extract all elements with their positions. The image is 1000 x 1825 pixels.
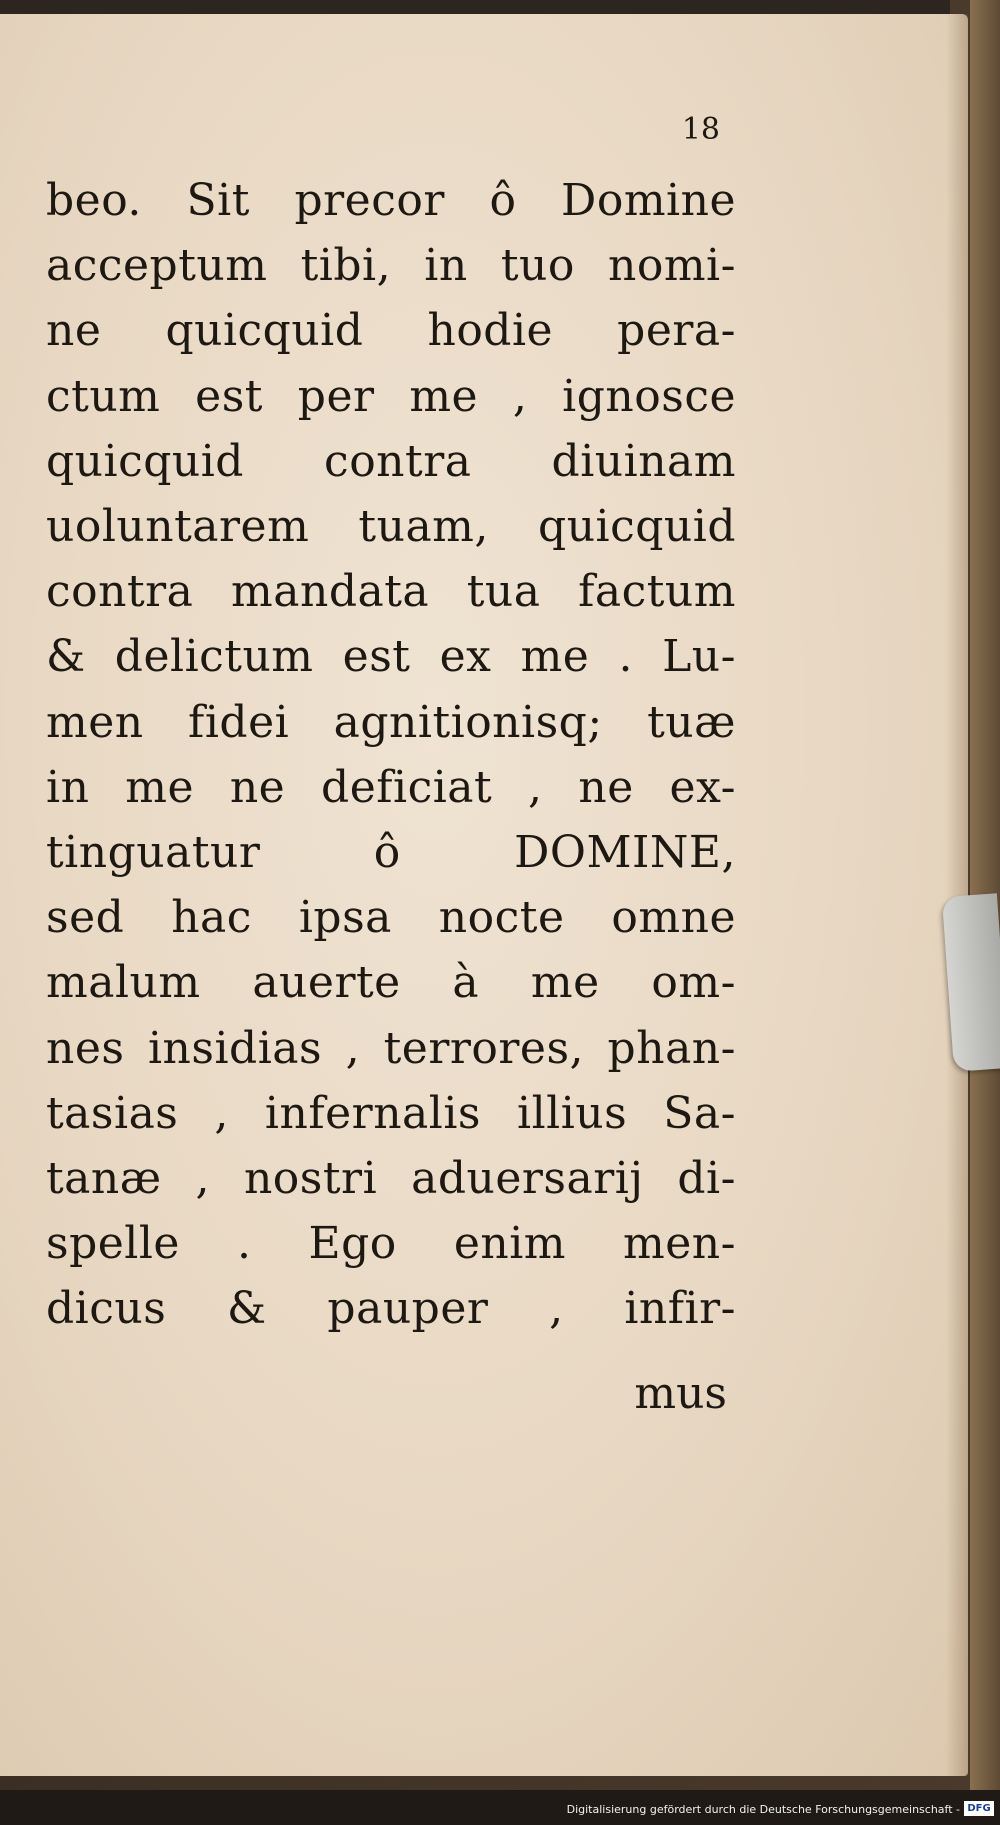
text-line: men fidei agnitionisq; tuæ bbox=[46, 696, 736, 748]
text-line: uoluntarem tuam, quicquid bbox=[46, 501, 736, 553]
catchword: mus bbox=[634, 1368, 727, 1419]
text-line: malum auerte à me om- bbox=[46, 957, 736, 1009]
text-line: tanæ , nostri aduersarij di- bbox=[46, 1153, 736, 1205]
text-line: nes insidias , terrores, phan- bbox=[46, 1022, 736, 1074]
text-line: & delictum est ex me . Lu- bbox=[46, 631, 736, 683]
text-line: in me ne deficiat , ne ex- bbox=[46, 761, 736, 813]
text-line: beo. Sit precor ô Domine bbox=[46, 175, 736, 226]
text-line: tinguatur ô DOMINE, bbox=[46, 827, 736, 879]
dfg-logo: DFG bbox=[964, 1801, 994, 1816]
text-line: spelle . Ego enim men- bbox=[46, 1218, 736, 1270]
body-text bbox=[46, 168, 736, 1342]
text-line: tasias , infernalis illius Sa- bbox=[46, 1087, 736, 1139]
page-number: 18 bbox=[681, 112, 720, 147]
text-line: acceptum tibi, in tuo nomi- bbox=[46, 240, 736, 292]
text-line: quicquid contra diuinam bbox=[46, 435, 736, 487]
text-line: dicus & pauper , infir- bbox=[46, 1283, 736, 1335]
text-line: ctum est per me , ignosce bbox=[46, 370, 736, 422]
text-line: contra mandata tua factum bbox=[46, 566, 736, 618]
text-line: sed hac ipsa nocte omne bbox=[46, 892, 736, 944]
text-line: ne quicquid hodie pera- bbox=[46, 305, 736, 357]
funding-credit: Digitalisierung gefördert durch die Deutsche Forschungsgemeinschaft - bbox=[566, 1803, 960, 1816]
